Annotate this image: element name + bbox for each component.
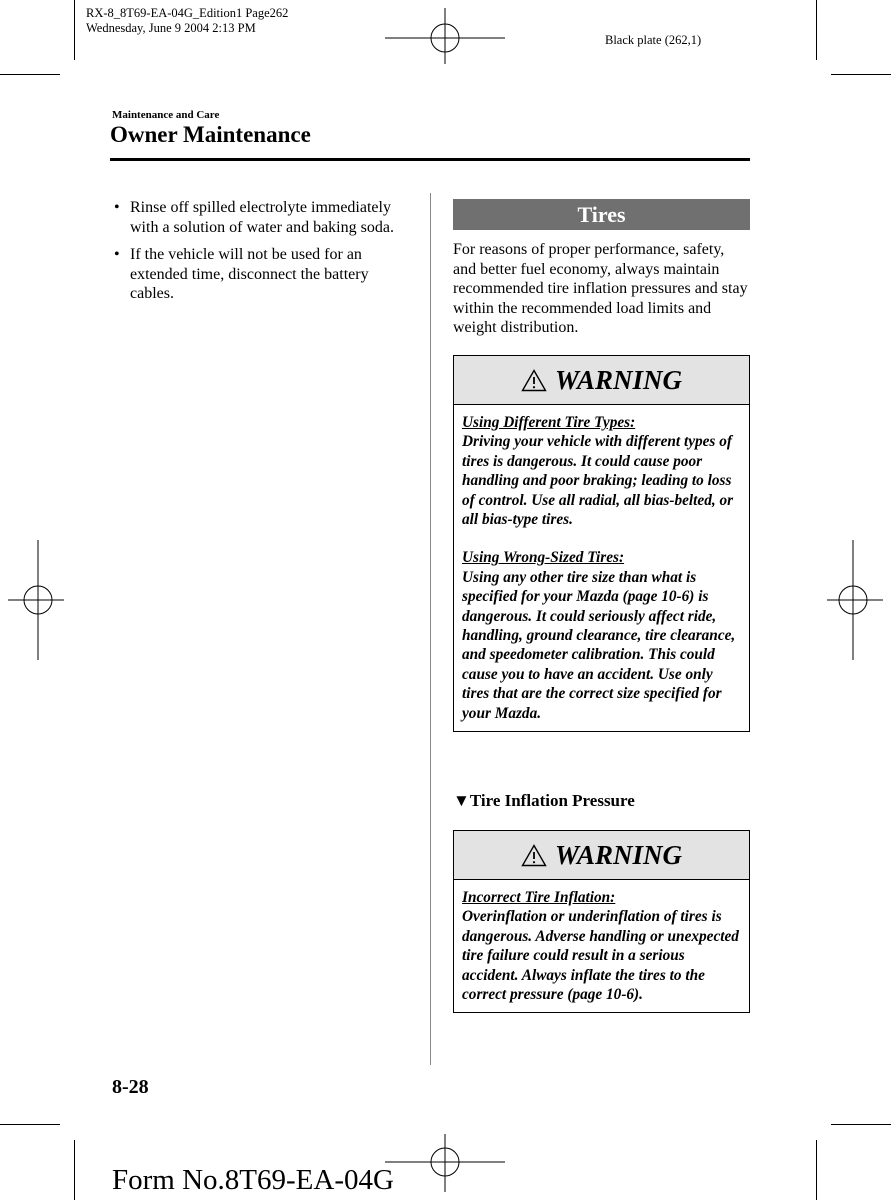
crop-mark: [831, 74, 891, 75]
warning-triangle-icon: [521, 369, 547, 392]
crop-mark: [74, 1140, 75, 1200]
crop-mark: [74, 0, 75, 60]
warning-subtitle: Incorrect Tire Inflation:: [462, 889, 616, 906]
crop-mark: [831, 1124, 891, 1125]
warning-subtitle: Using Different Tire Types:: [462, 414, 636, 431]
warning-header: [454, 356, 749, 405]
page-number: 8-28: [112, 1076, 149, 1098]
column-divider: [430, 193, 431, 1065]
crosshair-registration-icon: [385, 1132, 505, 1192]
left-column: [112, 198, 402, 312]
warning-box: [453, 830, 750, 1013]
page-title: Owner Maintenance: [110, 122, 311, 147]
warning-triangle-icon: [521, 844, 547, 867]
warning-header: [454, 831, 749, 880]
warning-text: Driving your vehicle with different types of tires is dangerous. It could cause poor handling and poor braking; leading to loss of control. Use all radial, all bias-belted, or all bias-type tires.: [462, 433, 734, 529]
bullet-icon: •: [114, 246, 120, 263]
crop-mark: [816, 1140, 817, 1200]
warning-body: [454, 880, 749, 1012]
crop-mark: [0, 74, 60, 75]
section-heading-tires: Tires: [453, 199, 750, 230]
list-item: [112, 245, 402, 304]
intro-paragraph: For reasons of proper performance, safety, and better fuel economy, always maintain recommended tire inflation pressures and stay within the recommended load limits and weight distribution.: [453, 241, 748, 337]
print-job-line1: RX-8_8T69-EA-04G_Edition1 Page262: [86, 6, 289, 20]
crop-mark: [816, 0, 817, 60]
print-job-line2: Wednesday, June 9 2004 2:13 PM: [86, 21, 256, 35]
list-item: [112, 198, 402, 237]
warning-label: WARNING: [554, 365, 683, 395]
warning-body: [454, 405, 749, 731]
warning-subtitle: Using Wrong-Sized Tires:: [462, 549, 625, 567]
bullet-icon: •: [114, 199, 120, 216]
subsection-title: Tire Inflation Pressure: [469, 791, 635, 810]
list-item-text: If the vehicle will not be used for an extended time, disconnect the battery cables.: [130, 246, 369, 302]
warning-label: WARNING: [554, 840, 683, 870]
form-number: Form No.8T69-EA-04G: [112, 1164, 394, 1196]
list-item-text: Rinse off spilled electrolyte immediately with a solution of water and baking soda.: [130, 199, 394, 236]
crop-mark: [0, 1124, 60, 1125]
triangle-down-icon: ▼: [453, 791, 470, 810]
warning-text: Using any other tire size than what is specified for your Mazda (page 10-6) is dangerous. It could seriously affect ride, handling, ground clearance, tire clearance, and speedometer calibration. This could cause you to have an accident. Use only tires that are the correct size specified for your Mazda.: [462, 568, 736, 722]
crosshair-registration-icon: [8, 540, 64, 660]
warning-text: Overinflation or underinflation of tires is dangerous. Adverse handling or unexpected tire failure could result in a serious accident. Always inflate the tires to the correct pressure (page 10-6).: [462, 908, 739, 1004]
title-rule: [110, 158, 750, 161]
subsection-heading: [453, 791, 635, 811]
crosshair-registration-icon: [827, 540, 883, 660]
warning-box: [453, 355, 750, 732]
plate-info: Black plate (262,1): [605, 33, 702, 47]
section-label: Maintenance and Care: [112, 109, 220, 121]
print-job-info: [86, 6, 288, 36]
crosshair-registration-icon: [385, 8, 505, 64]
